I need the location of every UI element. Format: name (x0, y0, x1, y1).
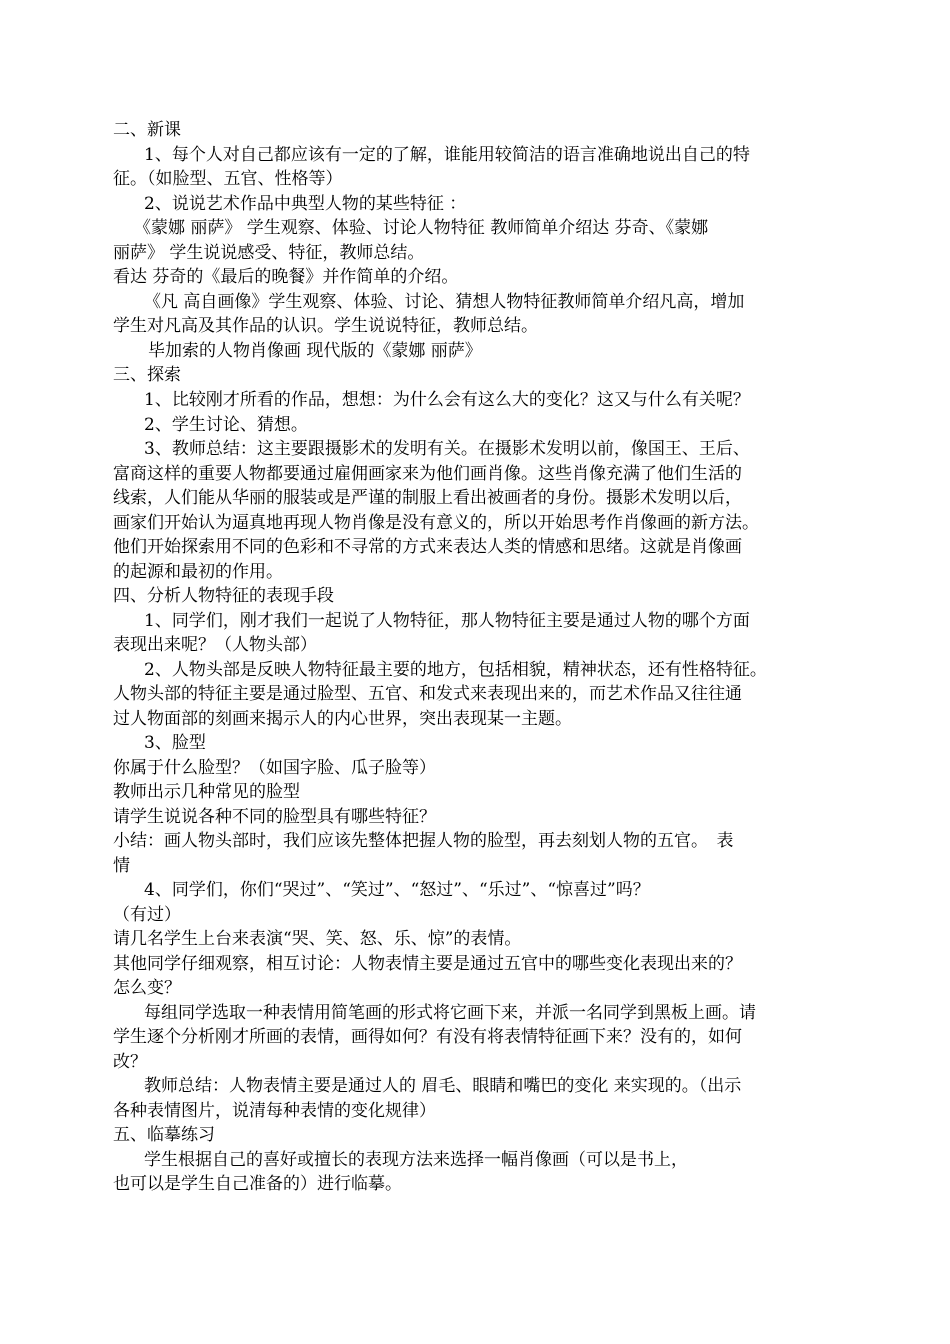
text-line: 2、人物头部是反映人物特征最主要的地方，包括相貌，精神状态，还有性格特征。 (144, 660, 767, 680)
text-line: 1、同学们，刚才我们一起说了人物特征，那人物特征主要是通过人物的哪个方面 (144, 611, 750, 631)
text-line: 1、比较刚才所看的作品，想想：为什么会有这么大的变化？这又与什么有关呢？ (144, 390, 750, 410)
text-line: 他们开始探索用不同的色彩和不寻常的方式来表达人类的情感和思绪。这就是肖像画 (113, 537, 742, 557)
text-line: 《蒙娜 丽萨》 学生观察、体验、讨论人物特征 教师简单介绍达 芬奇、《蒙娜 (134, 218, 709, 238)
text-line: 情 (113, 856, 130, 876)
text-line: 其他同学仔细观察，相互讨论：人物表情主要是通过五官中的哪些变化表现出来的？ (113, 954, 742, 974)
text-line: 也可以是学生自己准备的）进行临摹。 (113, 1174, 402, 1194)
text-line: 《凡 高自画像》学生观察、体验、讨论、猜想人物特征教师简单介绍凡高，增加 (144, 292, 745, 312)
text-line: 2、学生讨论、猜想。 (144, 415, 308, 435)
text-line: 教师总结：人物表情主要是通过人的 眉毛、眼睛和嘴巴的变化 来实现的。（出示 (144, 1076, 742, 1096)
text-line: 富商这样的重要人物都要通过雇佣画家来为他们画肖像。这些肖像充满了他们生活的 (113, 464, 742, 484)
text-line: 3、脸型 (144, 733, 206, 753)
text-line: 毕加索的人物肖像画 现代版的《蒙娜 丽萨》 (148, 341, 482, 361)
heading-explore: 三、探索 (113, 365, 181, 385)
text-line: 学生逐个分析刚才所画的表情，画得如何？有没有将表情特征画下来？没有的，如何 (113, 1027, 742, 1047)
text-line: 表现出来呢？（人物头部） (113, 635, 317, 655)
text-line: 过人物面部的刻画来揭示人的内心世界，突出表现某一主题。 (113, 709, 572, 729)
text-line: 人物头部的特征主要是通过脸型、五官、和发式来表现出来的，而艺术作品又往往通 (113, 684, 742, 704)
text-line: 教师出示几种常见的脸型 (113, 782, 300, 802)
text-line: 看达 芬奇的《最后的晚餐》并作简单的介绍。 (113, 267, 459, 287)
text-line: 学生对凡高及其作品的认识。学生说说特征，教师总结。 (113, 316, 538, 336)
text-line: 各种表情图片，说清每种表情的变化规律） (113, 1101, 436, 1121)
heading-practice: 五、临摹练习 (113, 1125, 215, 1145)
text-line: 画家们开始认为逼真地再现人物肖像是没有意义的，所以开始思考作肖像画的新方法。 (113, 513, 759, 533)
text-line: 改？ (113, 1052, 147, 1072)
text-line: 小结：画人物头部时，我们应该先整体把握人物的脸型，再去刻划人物的五官。 表 (113, 831, 734, 851)
text-line: 你属于什么脸型？（如国字脸、瓜子脸等） (113, 758, 436, 778)
text-line: 征。（如脸型、五官、性格等） (113, 169, 343, 189)
text-line: 线索，人们能从华丽的服装或是严谨的制服上看出被画者的身份。摄影术发明以后， (113, 488, 742, 508)
text-line: 学生根据自己的喜好或擅长的表现方法来选择一幅肖像画（可以是书上， (144, 1150, 688, 1170)
text-line: 每组同学选取一种表情用简笔画的形式将它画下来，并派一名同学到黑板上画。请 (144, 1003, 756, 1023)
text-line: 丽萨》 学生说说感受、特征，教师总结。 (113, 243, 425, 263)
text-line: 3、教师总结：这主要跟摄影术的发明有关。在摄影术发明以前，像国王、王后、 (144, 439, 750, 459)
text-line: 怎么变？ (113, 978, 181, 998)
text-line: （有过） (113, 905, 181, 925)
heading-analysis: 四、分析人物特征的表现手段 (113, 586, 334, 606)
text-line: 的起源和最初的作用。 (113, 562, 283, 582)
heading-new-lesson: 二、新课 (113, 120, 181, 140)
text-line: 2、说说艺术作品中典型人物的某些特征 ： (144, 194, 467, 214)
text-line: 请几名学生上台来表演“哭、笑、怒、乐、惊”的表情。 (113, 929, 522, 949)
text-line: 4、同学们，你们“哭过”、“笑过”、“怒过”、“乐过”、“惊喜过”吗？ (144, 880, 650, 900)
text-line: 1、每个人对自己都应该有一定的了解，谁能用较简洁的语言准确地说出自己的特 (144, 145, 750, 165)
text-line: 请学生说说各种不同的脸型具有哪些特征？ (113, 807, 436, 827)
